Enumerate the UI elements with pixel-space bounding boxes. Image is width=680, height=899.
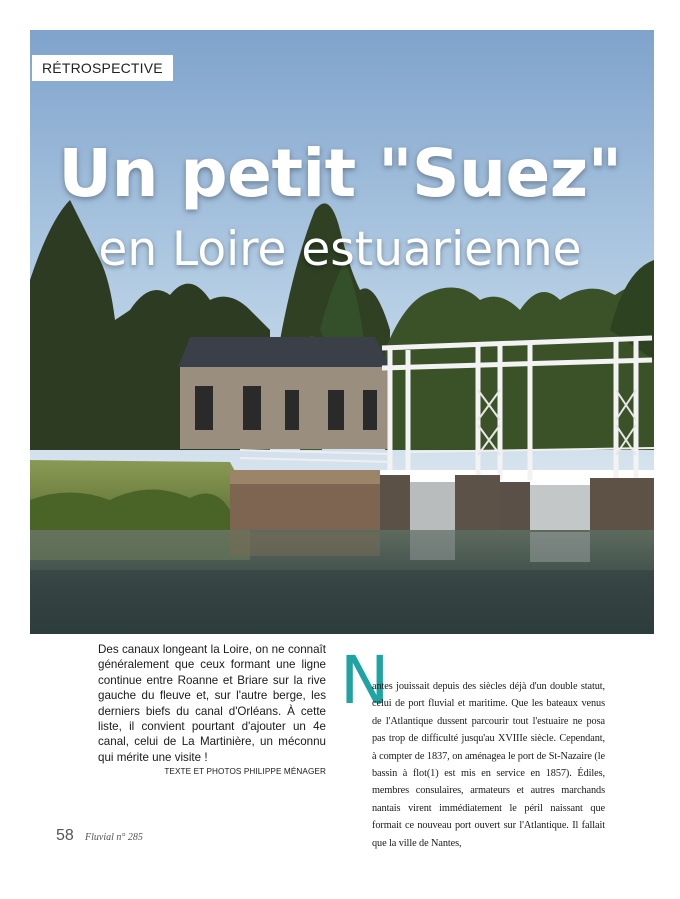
drop-cap: N	[340, 642, 390, 719]
canal-lock-illustration	[30, 30, 654, 634]
body-column	[372, 678, 605, 852]
magazine-issue: Fluvial n° 285	[85, 832, 143, 843]
headline-line-1: Un petit "Suez"	[58, 135, 622, 212]
headline-line-2: en Loire estuarienne	[98, 222, 582, 277]
section-tag: RÉTROSPECTIVE	[32, 55, 173, 81]
page-number: 58	[56, 827, 74, 844]
body-paragraph: antes jouissait depuis des siècles déjà d'un double statut, celui de port fluvial et maritime. Que les bateaux venus de l'Atlantique dussent parcourir tout l'estuaire ne posa pas trop de difficulté jusqu'au XVIIIe siècle. Cependant, à compter de 1837, on aménagea le port de St-Nazaire (le bassin à flot(1) est mis en service en 1857). Édiles, membres consulaires, armateurs et autres marchands nantais virent immédiatement le péril naissant que formait ce nouveau port ouvert sur l'Atlantique. Il fallait que la ville de Nantes,	[372, 681, 605, 849]
intro-paragraph: Des canaux longeant la Loire, on ne connaît généralement que ceux formant une ligne continue entre Roanne et Briare sur la rive gauche du fleuve et, sur l'autre berge, les derniers biefs du canal d'Orléans. À cette liste, il convient pourtant d'ajouter un 4e canal, celui de La Martinière, un méconnu qui mérite une visite !	[98, 643, 326, 764]
hero-photo	[30, 30, 654, 634]
author-credit: TEXTE ET PHOTOS PHILIPPE MÉNAGER	[164, 767, 326, 776]
